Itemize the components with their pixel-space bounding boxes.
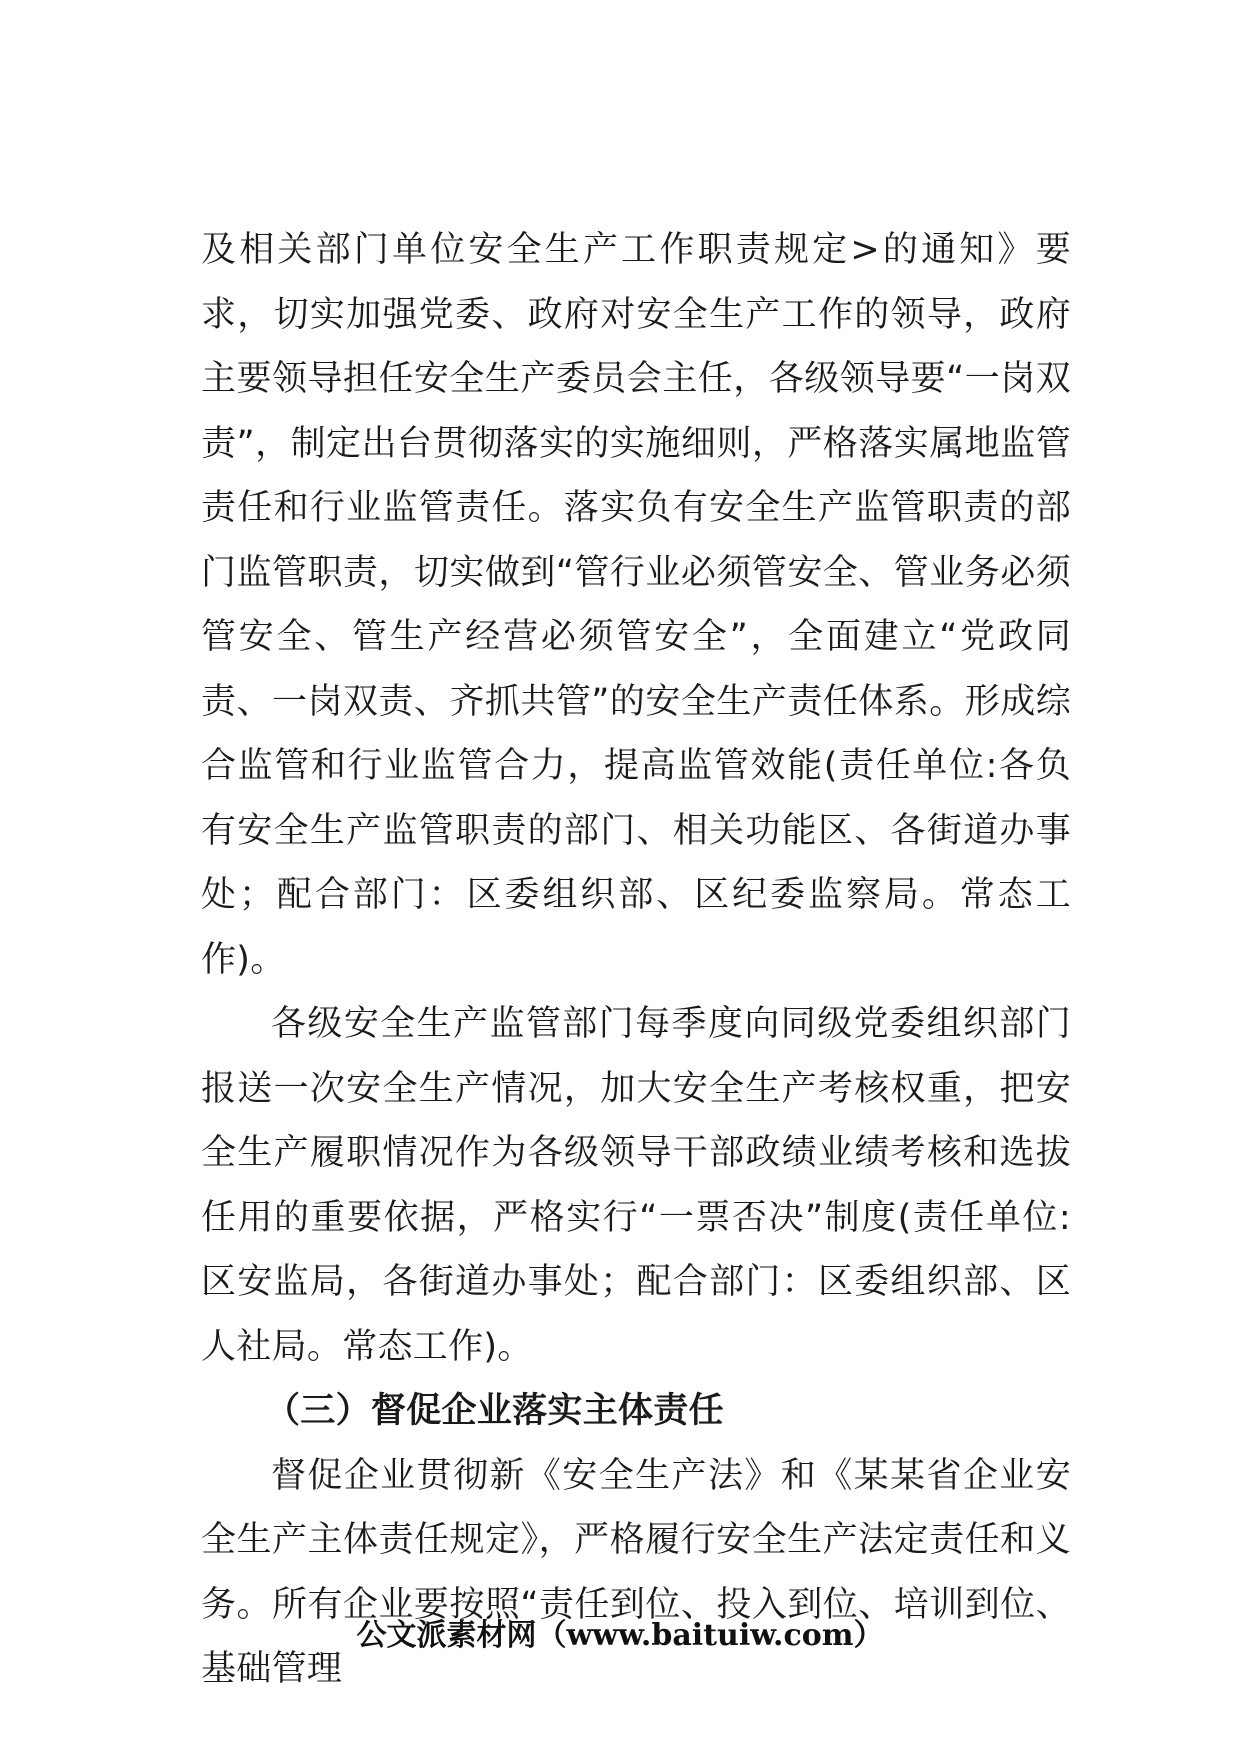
document-body — [201, 218, 1071, 1702]
section-heading: （三）督促企业落实主体责任 — [265, 1391, 724, 1431]
body-paragraph-2: 各级安全生产监管部门每季度向同级党委组织部门报送一次安全生产情况，加大安全生产考核权重，把安全生产履职情况作为各级领导干部政绩业绩考核和选拔任用的重要依据，严格实行“一票否决”制度(责任单位:区安监局，各街道办事处；配合部门：区委组织部、区人社局。常态工作)。 — [201, 1004, 1071, 1367]
body-paragraph-3: 督促企业贯彻新《安全生产法》和《某某省企业安全生产主体责任规定》，严格履行安全生产法定责任和义务。所有企业要按照“责任到位、投入到位、培训到位、基础管理 — [201, 1455, 1071, 1689]
body-paragraph-1: 及相关部门单位安全生产工作职责规定>的通知》要求，切实加强党委、政府对安全生产工作的领导，政府主要领导担任安全生产委员会主任，各级领导要“一岗双责”，制定出台贯彻落实的实施细则，严格落实属地监管责任和行业监管责任。落实负有安全生产监管职责的部门监管职责，切实做到“管行业必须管安全、管业务必须管安全、管生产经营必须管安全”，全面建立“党政同责、一岗双责、齐抓共管”的安全生产责任体系。形成综合监管和行业监管合力，提高监管效能(责任单位:各负有安全生产监管职责的部门、相关功能区、各街道办事处；配合部门：区委组织部、区纪委监察局。常态工作)。 — [201, 230, 1071, 980]
footer-watermark: 公文派素材网（www.baituiw.com） — [356, 1618, 884, 1653]
